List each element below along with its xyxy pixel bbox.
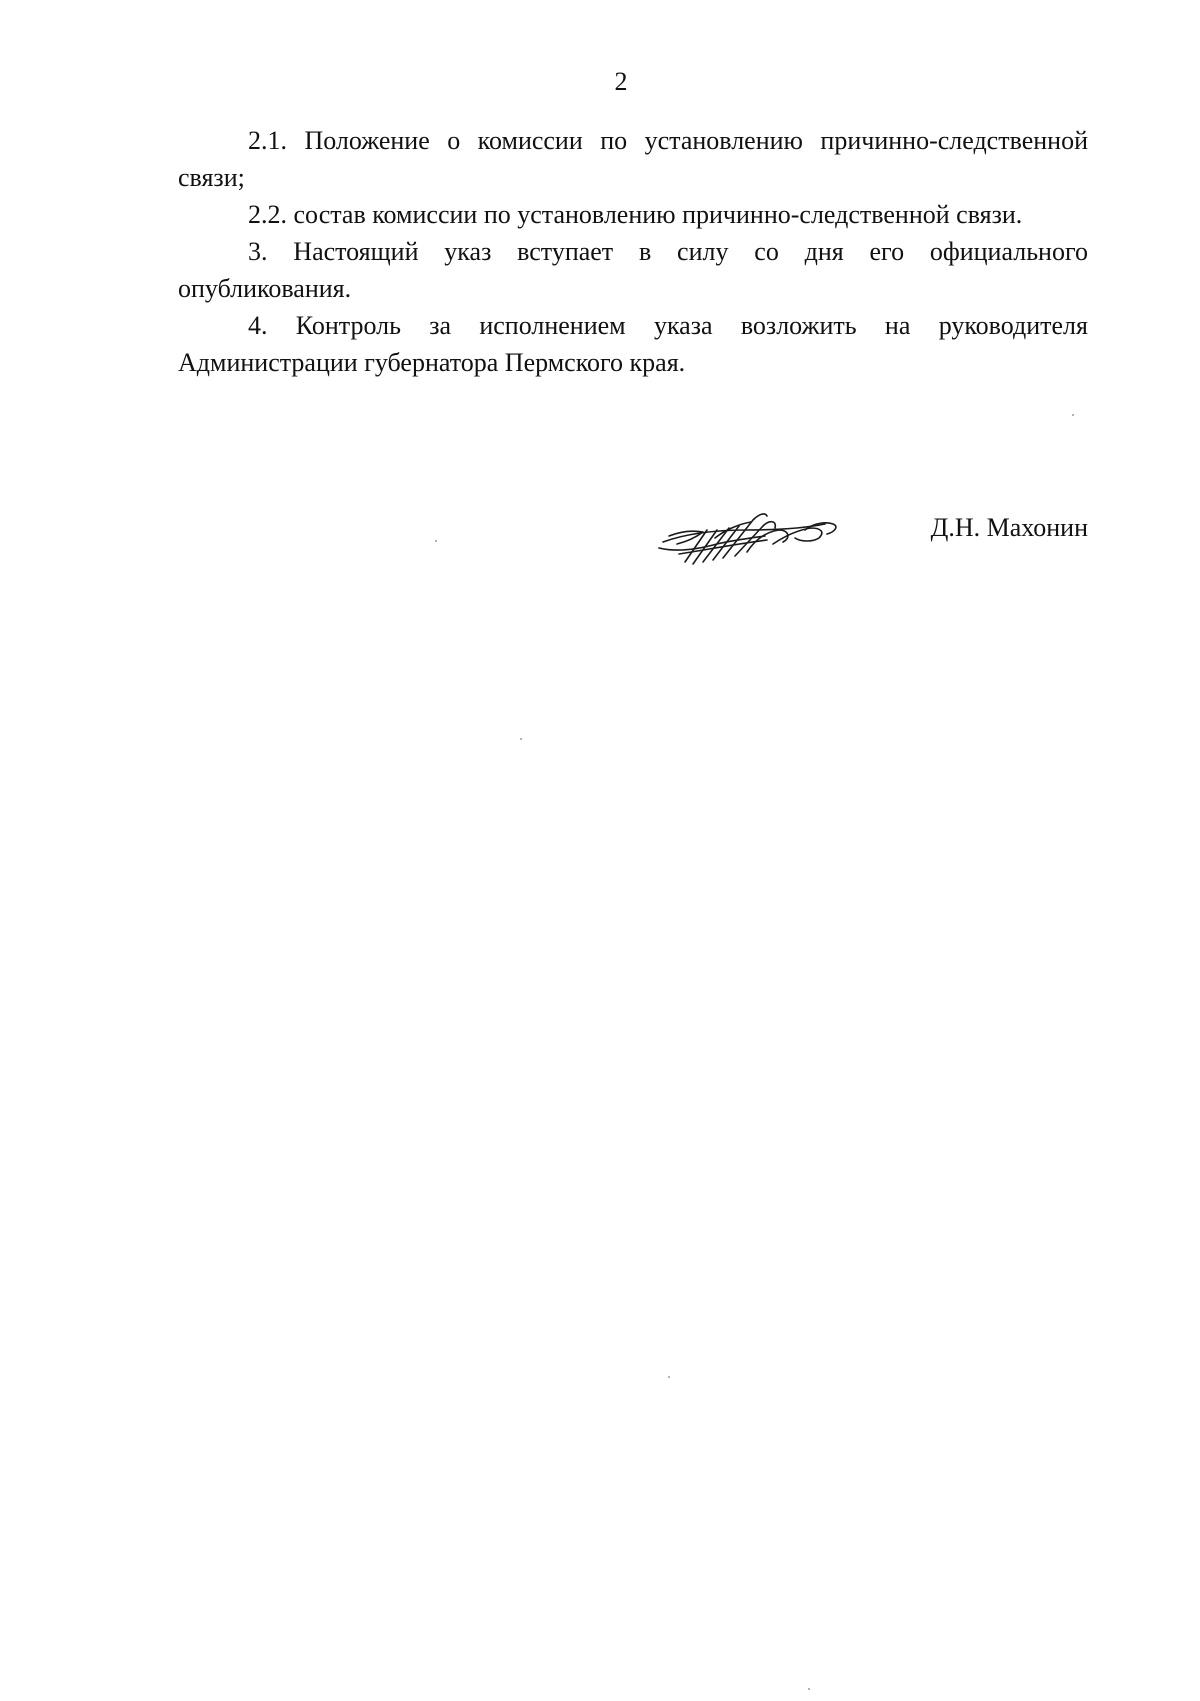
scan-speck	[435, 540, 437, 542]
signature-icon	[655, 500, 855, 580]
paragraph-2-2: 2.2. состав комиссии по установлению причинно-следственной связи.	[248, 200, 1023, 229]
paragraph-2-1: 2.1. Положение о комиссии по установлению причинно-следственной связи;	[178, 126, 1088, 192]
handwritten-signature	[655, 500, 855, 580]
scan-speck	[1072, 414, 1074, 416]
scan-speck	[808, 1688, 810, 1690]
paragraph-3: 3. Настоящий указ вступает в силу со дня его официального опубликования.	[178, 237, 1088, 303]
page-number: 2	[614, 67, 628, 96]
scan-speck	[668, 1376, 670, 1378]
signer-name: Д.Н. Махонин	[930, 513, 1088, 542]
document-body	[178, 122, 1088, 381]
paragraph-4: 4. Контроль за исполнением указа возложить на руководителя Администрации губернатора Пермского края.	[178, 311, 1088, 377]
scan-speck	[520, 738, 522, 740]
